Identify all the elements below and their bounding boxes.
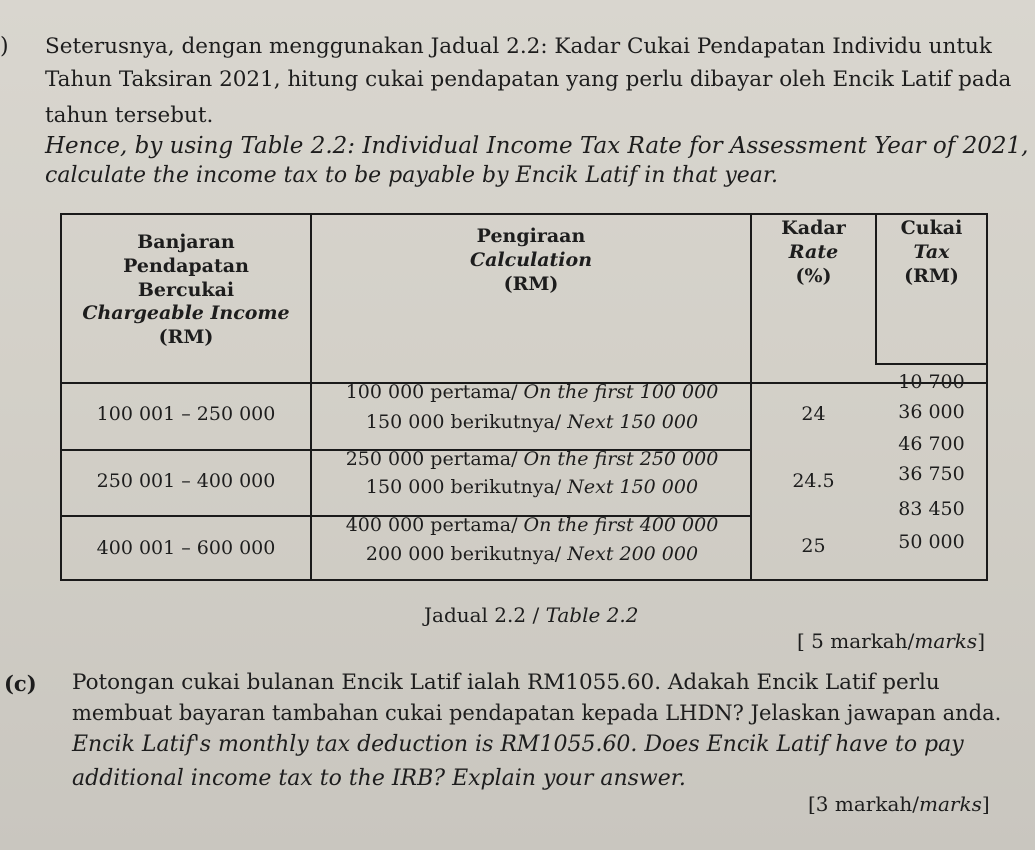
header-calculation bbox=[312, 225, 750, 296]
row1-calc-next-en: Next 150 000 bbox=[567, 411, 699, 433]
header-income-unit: (RM) bbox=[158, 326, 214, 348]
question-c-ms-line2: membuat bayaran tambahan cukai pendapatan kepada LHDN? Jelaskan jawapan anda. bbox=[72, 701, 1002, 725]
row3-calc-first-en: On the first 400 000 bbox=[523, 514, 719, 536]
question-b-en-line1: Hence, by using Table 2.2: Individual Income Tax Rate for Assessment Year of 2021, bbox=[45, 133, 1029, 159]
row3-tax-first: 83 450 bbox=[898, 498, 965, 520]
row3-range: 400 001 – 600 000 bbox=[96, 537, 276, 559]
header-calc-ms: Pengiraan bbox=[476, 225, 586, 247]
header-rate bbox=[752, 217, 875, 288]
marks-b-en: marks bbox=[914, 629, 978, 653]
question-b-ms-line1: Seterusnya, dengan menggunakan Jadual 2.2: Kadar Cukai Pendapatan Individu untuk bbox=[45, 34, 992, 59]
row1-calc-first-en: On the first 100 000 bbox=[523, 381, 719, 403]
question-b-label: ) bbox=[0, 34, 9, 59]
marks-c-close: ] bbox=[981, 792, 990, 816]
row1-rate: 24 bbox=[801, 403, 826, 425]
row2-tax-first: 46 700 bbox=[898, 433, 965, 455]
row1-tax-first: 10 700 bbox=[898, 371, 965, 393]
table-caption bbox=[424, 603, 639, 627]
header-income-en: Chargeable Income bbox=[82, 302, 290, 325]
marks-b-close: ] bbox=[977, 629, 986, 653]
question-b-ms-line3: tahun tersebut. bbox=[45, 103, 214, 128]
row2-calc-first-en: On the first 250 000 bbox=[523, 448, 719, 470]
question-c-label: (c) bbox=[4, 671, 37, 696]
row3-calc-first-ms: 400 000 pertama/ bbox=[345, 514, 518, 536]
row2-calc-first-ms: 250 000 pertama/ bbox=[345, 448, 518, 470]
header-rate-ms: Kadar bbox=[781, 217, 846, 239]
row2-calc-next-en: Next 150 000 bbox=[567, 476, 699, 498]
table-caption-en: Table 2.2 bbox=[545, 603, 639, 627]
table-rule-bottom bbox=[60, 579, 988, 581]
marks-c bbox=[808, 792, 990, 816]
table-rule-top bbox=[60, 213, 988, 215]
header-rate-unit: (%) bbox=[795, 264, 832, 287]
header-income-ms1: Banjaran bbox=[137, 231, 235, 253]
header-income-ms3: Bercukai bbox=[137, 278, 235, 301]
header-tax-en: Tax bbox=[913, 240, 950, 263]
header-tax-unit: (RM) bbox=[904, 264, 959, 287]
question-c-ms-line1: Potongan cukai bulanan Encik Latif ialah RM1055.60. Adakah Encik Latif perlu bbox=[72, 670, 940, 695]
header-calc-en: Calculation bbox=[469, 248, 593, 271]
row1-calc-first-ms: 100 000 pertama/ bbox=[345, 381, 518, 403]
header-rate-en: Rate bbox=[788, 240, 839, 263]
row1-range: 100 001 – 250 000 bbox=[96, 403, 276, 425]
question-c-en-line2: additional income tax to the IRB? Explain your answer. bbox=[72, 766, 686, 791]
row3-tax-next: 50 000 bbox=[898, 531, 965, 553]
marks-c-en: marks bbox=[919, 792, 982, 816]
table-rule-right bbox=[986, 213, 988, 581]
header-chargeable-income bbox=[62, 231, 310, 350]
row3-calc-next bbox=[322, 543, 742, 567]
marks-b-open: [ 5 markah/ bbox=[797, 629, 915, 653]
question-b-en-line2: calculate the income tax to be payable by Encik Latif in that year. bbox=[45, 163, 779, 188]
row2-range: 250 001 – 400 000 bbox=[96, 470, 276, 492]
marks-b bbox=[797, 629, 985, 653]
row1-calc-first bbox=[322, 381, 742, 405]
row3-calc-next-ms: 200 000 berikutnya/ bbox=[365, 543, 562, 565]
question-b-ms-line2: Tahun Taksiran 2021, hitung cukai pendapatan yang perlu dibayar oleh Encik Latif pada bbox=[45, 67, 1012, 92]
row1-calc-next bbox=[322, 411, 742, 435]
header-calc-unit: (RM) bbox=[503, 272, 559, 295]
row3-rate: 25 bbox=[801, 535, 826, 557]
tax-rate-table bbox=[60, 213, 988, 581]
row2-calc-next-ms: 150 000 berikutnya/ bbox=[365, 476, 562, 498]
table-rule-tax-header bbox=[875, 363, 988, 365]
header-income-ms2: Pendapatan bbox=[123, 254, 249, 277]
header-tax-ms: Cukai bbox=[900, 217, 963, 239]
row2-tax-next: 36 750 bbox=[898, 463, 965, 485]
row2-calc-first bbox=[322, 448, 742, 472]
marks-c-open: [3 markah/ bbox=[808, 792, 919, 816]
row1-tax-next: 36 000 bbox=[898, 401, 965, 423]
row2-rate: 24.5 bbox=[792, 470, 835, 492]
header-tax bbox=[877, 217, 986, 288]
row3-calc-next-en: Next 200 000 bbox=[567, 543, 699, 565]
row3-calc-first bbox=[322, 514, 742, 538]
row1-calc-next-ms: 150 000 berikutnya/ bbox=[365, 411, 562, 433]
row2-calc-next bbox=[322, 476, 742, 500]
question-c-en-line1: Encik Latif's monthly tax deduction is RM1055.60. Does Encik Latif have to pay bbox=[72, 732, 964, 757]
table-caption-ms: Jadual 2.2 / bbox=[424, 603, 540, 627]
